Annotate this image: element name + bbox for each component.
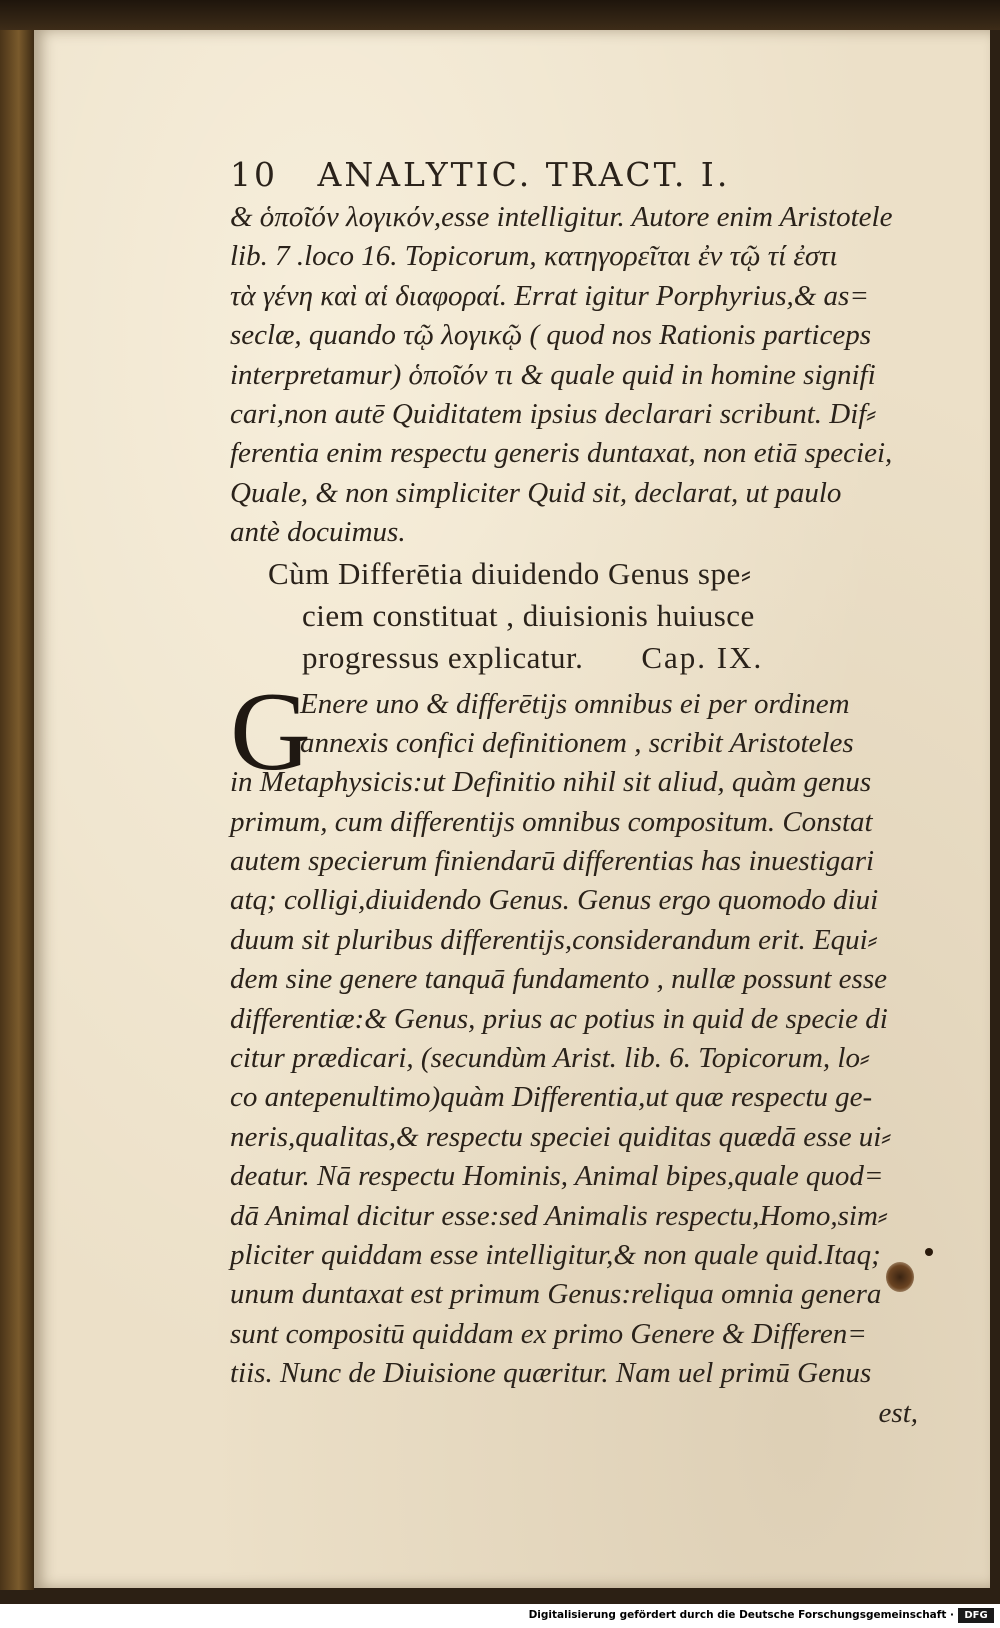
text-line: pliciter quiddam esse intelligitur,& non quale quid.Itaq; [230, 1238, 881, 1271]
text-line: cari,non autē Quiditatem ipsius declarari scribunt. Dif⸗ [230, 397, 877, 430]
heading-line: Cùm Differētia diuidendo Genus spe⸗ [268, 555, 752, 591]
drop-cap: G [230, 669, 311, 794]
funding-credit: Digitalisierung gefördert durch die Deutsche Forschungsgemeinschaft · [528, 1609, 954, 1621]
text-line: ferentia enim respectu generis duntaxat, non etiā speciei, [230, 437, 893, 470]
text-line: lib. 7 .loco 16. Topicorum, κατηγορεῖται ἐν τῷ τί ἐστι [230, 240, 838, 273]
dfg-logo: DFG [958, 1608, 994, 1623]
body-paragraph [230, 669, 920, 1433]
text-line: Quale, & non simpliciter Quid sit, declarat, ut paulo [230, 476, 842, 509]
running-header [230, 152, 920, 198]
text-line: autem specierum finiendarū differentias has inuestigari [230, 845, 875, 878]
text-line: duum sit pluribus differentijs,considerandum erit. Equi⸗ [230, 923, 878, 956]
digitization-footer [0, 1604, 1000, 1628]
text-line: primum, cum differentijs omnibus compositum. Constat [230, 805, 873, 838]
chapter-heading [230, 553, 920, 679]
ink-stain [886, 1262, 914, 1292]
intro-paragraph [230, 198, 920, 553]
text-line: atq; colligi,diuidendo Genus. Genus ergo quomodo diui [230, 884, 879, 917]
running-title: ANALYTIC. TRACT. I. [317, 155, 731, 194]
text-line: & ὁποῖόν λογικόν,esse intelligitur. Autore enim Aristotele [230, 201, 893, 233]
text-line: in Metaphysicis:ut Definitio nihil sit aliud, quàm genus [230, 766, 872, 799]
text-line: dem sine genere tanquā fundamento , nullæ possunt esse [230, 963, 887, 996]
heading-line: ciem constituat , diuisionis huiusce [302, 597, 755, 633]
text-line: tiis. Nunc de Diuisione quæritur. Nam uel primū Genus [230, 1357, 872, 1390]
book-spine-edge [0, 30, 34, 1590]
text-line: antè docuimus. [230, 516, 406, 549]
book-top-edge [0, 0, 1000, 30]
text-line: annexis confici definitionem , scribit Aristoteles [300, 726, 854, 759]
heading-line [302, 637, 920, 679]
text-line: interpretamur) ὁποῖόν τι & quale quid in homine signifi [230, 358, 876, 391]
page-text [230, 152, 920, 1433]
text-line: sunt compositū quiddam ex primo Genere & Differen= [230, 1317, 867, 1350]
heading-line-text: progressus explicatur. [302, 639, 584, 675]
text-line: citur prædicari, (secundùm Arist. lib. 6. Topicorum, lo⸗ [230, 1042, 870, 1075]
chapter-number: Cap. IX. [641, 639, 764, 675]
text-line: differentiæ:& Genus, prius ac potius in quid de specie di [230, 1002, 888, 1035]
text-line: seclæ, quando τῷ λογικῷ ( quod nos Rationis particeps [230, 319, 872, 352]
catchword: est, [878, 1396, 918, 1429]
text-line: Enere uno & differētijs omnibus ei per ordinem [300, 687, 850, 720]
text-line: τὰ γένη καὶ αἱ διαφοραί. Errat igitur Porphyrius,& as= [230, 279, 869, 312]
text-line: co antepenultimo)quàm Differentia,ut quæ respectu ge- [230, 1081, 873, 1114]
text-line: neris,qualitas,& respectu speciei quiditas quædā esse ui⸗ [230, 1120, 892, 1153]
ink-dot [925, 1248, 933, 1256]
text-line: dā Animal dicitur esse:sed Animalis respectu,Homo,sim⸗ [230, 1199, 888, 1232]
page-number: 10 [230, 155, 278, 194]
text-line: deatur. Nā respectu Hominis, Animal bipes,quale quod= [230, 1160, 884, 1193]
text-line: unum duntaxat est primum Genus:reliqua omnia genera [230, 1278, 882, 1311]
